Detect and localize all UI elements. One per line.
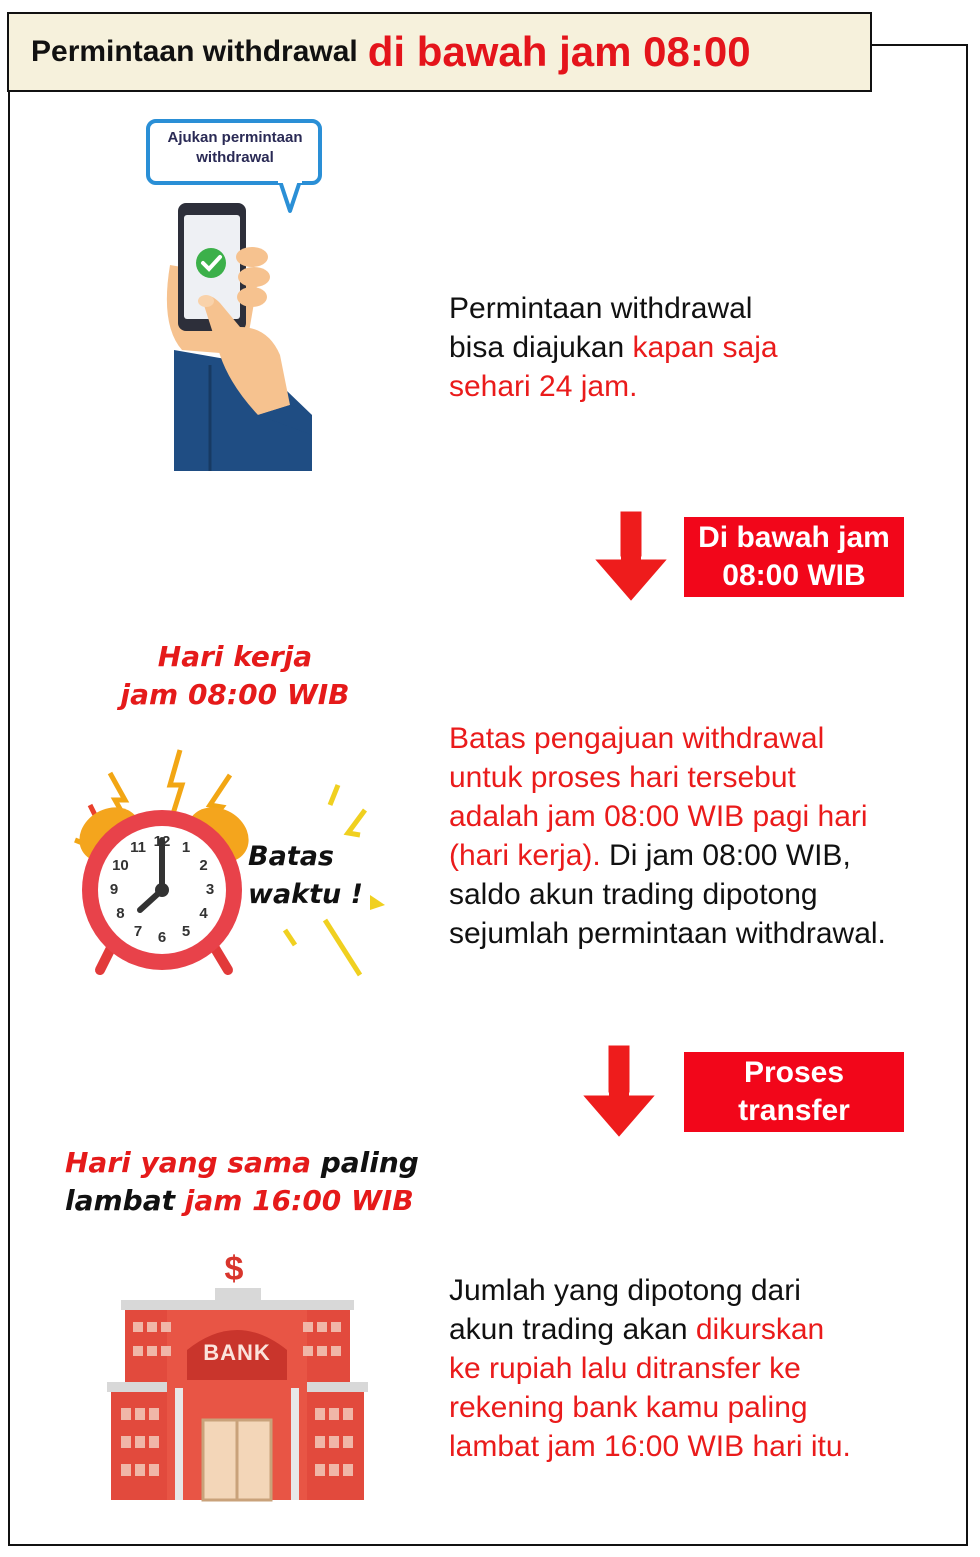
phone-bubble-text [150,128,320,168]
clock-number: 7 [133,922,143,940]
transfer-badge-line-2: transfer [738,1094,850,1127]
step1-line-3: sehari 24 jam. [449,370,638,403]
step1-line-2 [449,328,959,367]
same-day-label-line-2 [65,1182,414,1220]
bank-building-illustration [105,1250,370,1505]
step1-line-1: Permintaan withdrawal [449,292,753,325]
step2-line-3: adalah jam 08:00 WIB pagi hari [449,800,868,833]
clock-number: 4 [199,905,208,922]
clock-number: 1 [181,839,191,857]
step2-line-6: sejumlah permintaan withdrawal. [449,917,886,950]
step3-line-5: lambat jam 16:00 WIB hari itu. [449,1430,851,1463]
clock-number: 5 [181,922,191,940]
clock-number: 9 [109,881,119,898]
step3-line-1: Jumlah yang dipotong dari [449,1274,801,1307]
clock-number: 11 [130,839,146,857]
bubble-line-2: withdrawal [196,149,274,166]
clock-number: 3 [205,881,215,898]
workday-label [105,638,365,714]
deadline-badge-line-2: 08:00 WIB [722,559,866,592]
step3-line-4: rekening bank kamu paling [449,1391,808,1424]
clock-number: 6 [157,929,167,946]
step2-line-4-red: (hari kerja). [449,839,601,872]
same-day-label-line-1 [65,1144,419,1182]
same-day-label-red: Hari yang sama [65,1146,311,1179]
header-title-black: Permintaan withdrawal [31,35,358,68]
workday-label-line-1: Hari kerja [157,640,313,673]
bank-sign: BANK [203,1340,271,1365]
down-arrow-icon [588,508,674,606]
step3-line-2 [449,1310,959,1349]
clock-number: 10 [112,857,129,874]
page-header [7,12,872,92]
down-arrow-icon [576,1042,662,1142]
same-day-label-red-2: jam 16:00 WIB [184,1184,414,1217]
clock-number: 12 [153,833,171,850]
same-day-label-black-2: lambat [65,1184,185,1217]
clock-number: 2 [199,857,208,874]
transfer-badge-line-1: Proses [743,1056,845,1089]
deadline-badge-line-1: Di bawah jam [698,521,890,554]
step2-line-5: saldo akun trading dipotong [449,878,818,911]
step3-line-3: ke rupiah lalu ditransfer ke [449,1352,801,1385]
header-title-red: di bawah jam 08:00 [367,28,751,75]
step3-line-2-black: akun trading akan [449,1313,696,1346]
step1-line-2-black: bisa diajukan [449,331,633,364]
step3-description [449,1271,959,1466]
clock-number: 8 [116,905,125,922]
step2-line-2: untuk proses hari tersebut [449,761,796,794]
time-limit-line-1: Batas [248,841,334,872]
step1-description [449,289,959,406]
phone-hand-illustration [140,115,330,475]
step3-line-2-red: dikurskan [695,1313,825,1346]
step2-description [449,719,969,953]
step2-line-4-black: Di jam 08:00 WIB, [600,839,851,872]
transfer-badge [684,1052,904,1132]
bubble-line-1: Ajukan permintaan [167,129,303,146]
bank-dollar-symbol: $ [224,1250,244,1288]
time-limit-line-2: waktu ! [248,879,363,910]
time-limit-callout [248,838,363,914]
same-day-label-black: paling [310,1146,419,1179]
deadline-badge [684,517,904,597]
workday-label-line-2: jam 08:00 WIB [120,678,350,711]
step1-line-2-red: kapan saja [632,331,778,364]
same-day-label [65,1144,419,1220]
step2-line-4 [449,836,969,875]
step2-line-1: Batas pengajuan withdrawal [449,722,825,755]
